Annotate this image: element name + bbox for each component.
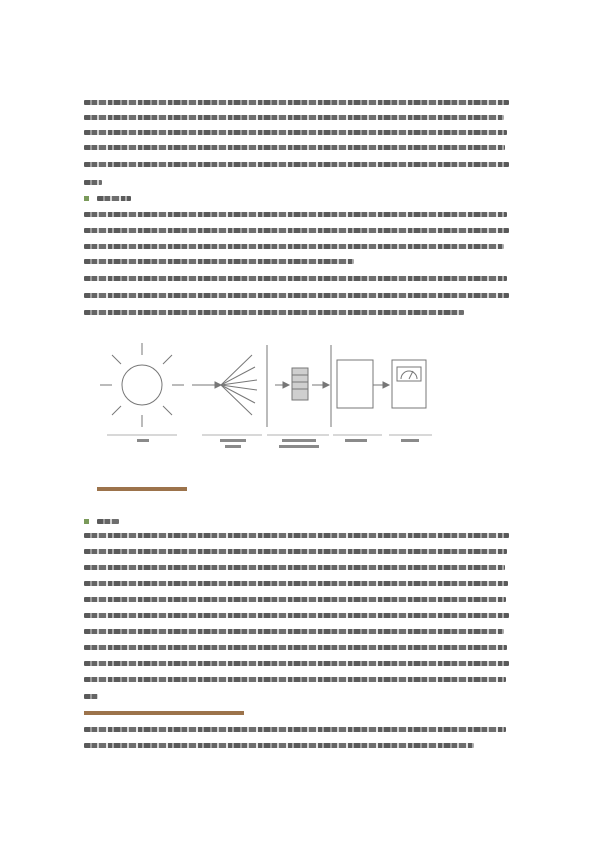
text-line (84, 180, 102, 185)
sun-icon (100, 343, 184, 427)
process-diagram (97, 335, 447, 455)
text-line (84, 581, 508, 586)
section-link[interactable] (84, 711, 244, 715)
text-line (84, 212, 507, 217)
figure-caption (97, 487, 187, 491)
text-line (84, 743, 474, 748)
section-heading (84, 517, 119, 525)
text-line (84, 549, 507, 554)
text-line (97, 519, 119, 524)
text-line (84, 629, 504, 634)
text-line (97, 196, 131, 201)
text-line (84, 645, 507, 650)
text-line (84, 228, 509, 233)
text-line (84, 310, 464, 315)
text-line (84, 259, 354, 264)
meter-icon (392, 360, 426, 408)
text-line (84, 293, 509, 298)
lens-icon (192, 345, 267, 427)
text-line (84, 276, 507, 281)
text-line (84, 677, 506, 682)
text-line (84, 565, 505, 570)
text-line (84, 533, 509, 538)
bullet-icon (84, 196, 89, 201)
box-icon (331, 345, 389, 427)
text-line (84, 162, 509, 167)
text-line (84, 661, 509, 666)
cell-icon (275, 368, 329, 400)
text-line (84, 244, 504, 249)
text-line (84, 694, 98, 699)
text-line (84, 613, 509, 618)
text-line (84, 145, 505, 150)
text-line (84, 130, 507, 135)
text-line (84, 597, 506, 602)
text-line (84, 727, 506, 732)
text-line (84, 115, 504, 120)
section-heading (84, 194, 131, 202)
text-line (84, 100, 509, 105)
bullet-icon (84, 519, 89, 524)
